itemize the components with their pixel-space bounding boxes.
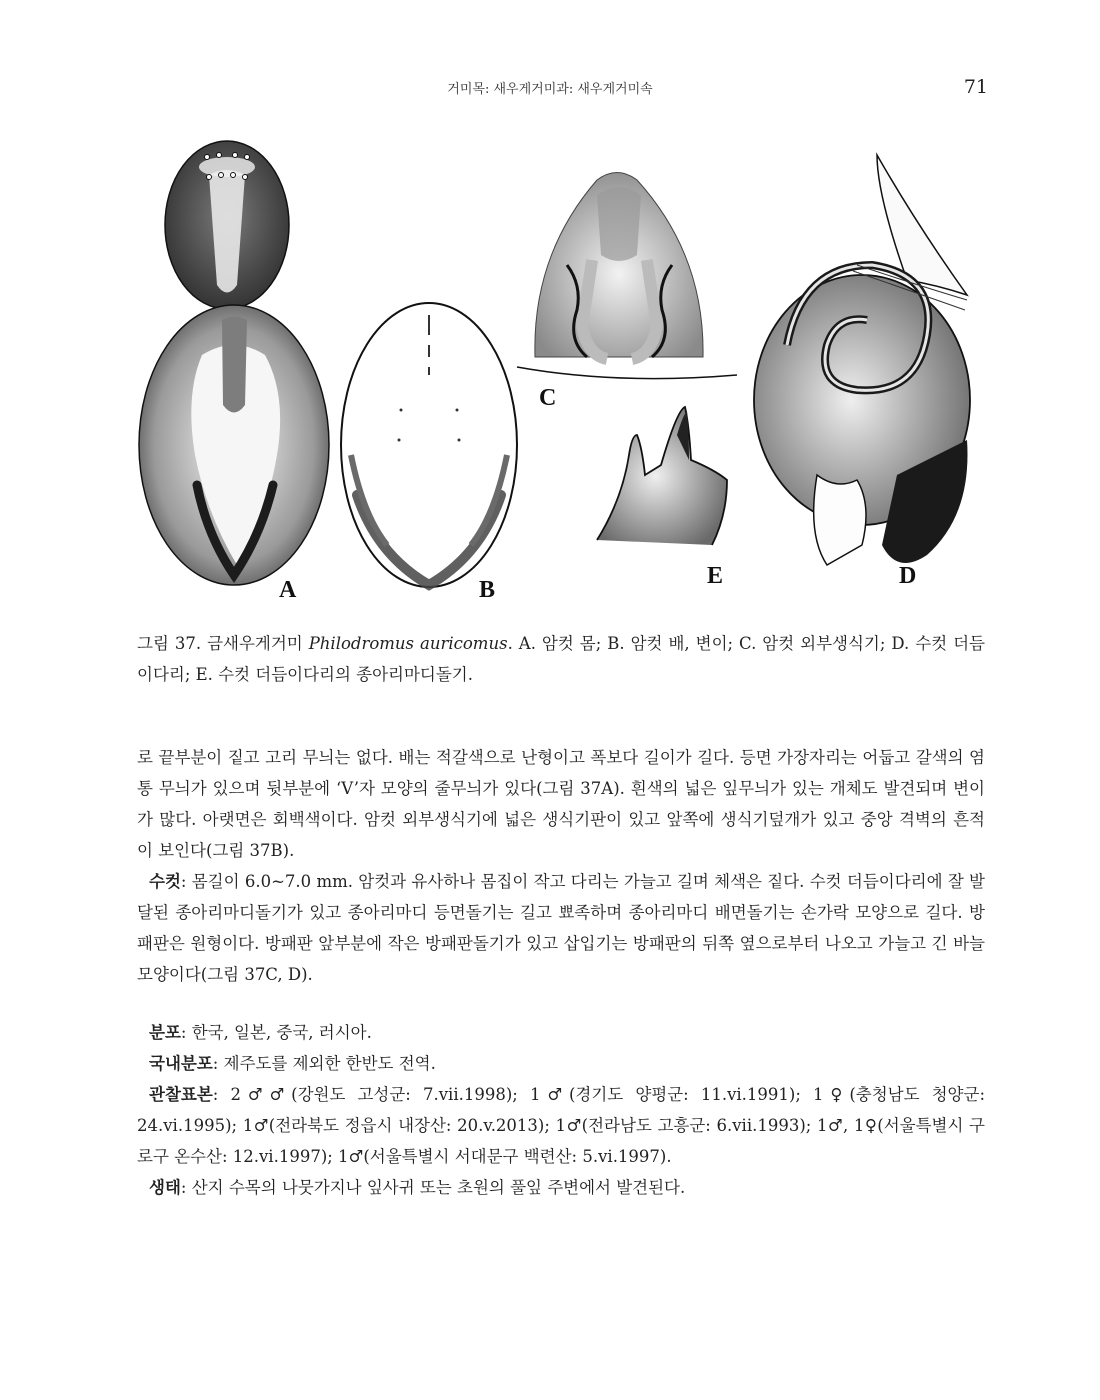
female-description-paragraph: 로 끝부분이 짙고 고리 무늬는 없다. 배는 적갈색으로 난형이고 폭보다 길이가 길다. 등면 가장자리는 어둡고 갈색의 염통 무늬가 있으며 뒷부분에 ‘V’자 모양의 줄무늬가 있다(그림 37A). 흰색의 넓은 잎무늬가 있는 개체도 발견되며 변이가 많다. 아랫면은 회백색이다. 암컷 외부생식기에 넓은 생식기판이 있고 앞쪽에 생식기덮개가 있고 중앙 격벽의 흔적이 보인다(그림 37B). bbox=[137, 748, 985, 860]
panel-label-e: E bbox=[707, 563, 724, 589]
caption-prefix: 그림 37. 금새우게거미 bbox=[137, 634, 309, 653]
panel-label-c: C bbox=[539, 385, 557, 411]
examined-specimens-term: 관찰표본 bbox=[149, 1085, 213, 1104]
male-term: 수컷 bbox=[149, 872, 181, 891]
domestic-distribution-line bbox=[137, 1048, 985, 1079]
ecology-line bbox=[137, 1172, 985, 1203]
species-info bbox=[137, 1017, 985, 1203]
examined-specimens-line bbox=[137, 1079, 985, 1172]
male-text: : 몸길이 6.0~7.0 mm. 암컷과 유사하나 몸집이 작고 다리는 가늘고 길며 체색은 짙다. 수컷 더듬이다리에 잘 발달된 종아리마디돌기가 있고 종아리마디 등면돌기는 길고 뾰족하며 종아리마디 배면돌기는 손가락 모양으로 길다. 방패판은 원형이다. 방패판 앞부분에 작은 방패판돌기가 있고 삽입기는 방패판의 뒤쪽 옆으로부터 나오고 가늘고 긴 바늘 모양이다(그림 37C, D). bbox=[137, 872, 985, 984]
examined-specimens-text: : 2♂♂(강원도 고성군: 7.vii.1998); 1♂(경기도 양평군: 11.vi.1991); 1♀(충청남도 청양군: 24.vi.1995); 1♂(전라북도 정읍시 내장산: 20.v.2013); 1♂(전라남도 고흥군: 6.vii.1993); 1♂, 1♀(서울특별시 구로구 온수산: 12.vi.1997); 1♂(서울특별시 서대문구 백련산: 5.vi.1997). bbox=[137, 1085, 985, 1166]
panel-b-abdomen-variation bbox=[341, 303, 517, 603]
panel-label-d: D bbox=[899, 563, 917, 589]
distribution-text: : 한국, 일본, 중국, 러시아. bbox=[180, 1023, 372, 1042]
ecology-text: : 산지 수목의 나뭇가지나 잎사귀 또는 초원의 풀잎 주변에서 발견된다. bbox=[180, 1178, 686, 1197]
domestic-distribution-text: : 제주도를 제외한 한반도 전역. bbox=[212, 1054, 436, 1073]
male-description-paragraph bbox=[137, 866, 985, 990]
running-head: 거미목: 새우게거미과: 새우게거미속 bbox=[447, 82, 653, 97]
distribution-term: 분포 bbox=[149, 1023, 181, 1042]
domestic-distribution-term: 국내분포 bbox=[149, 1054, 213, 1073]
page-number: 71 bbox=[963, 76, 988, 98]
panel-label-a: A bbox=[279, 577, 297, 603]
caption-rest: . A. 암컷 몸; B. 암컷 배, 변이; C. 암컷 외부생식기; D. 수컷 더듬이다리; E. 수컷 더듬이다리의 종아리마디돌기. bbox=[137, 634, 985, 684]
panel-c-epigyne bbox=[517, 173, 737, 412]
panel-d-male-palp bbox=[754, 155, 970, 589]
ecology-term: 생태 bbox=[149, 1178, 181, 1197]
panel-a-habitus bbox=[139, 141, 329, 603]
description-text bbox=[137, 742, 985, 990]
distribution-line bbox=[137, 1017, 985, 1048]
caption-species: Philodromus auricomus bbox=[308, 634, 508, 653]
panel-label-b: B bbox=[479, 577, 496, 603]
figure-caption bbox=[137, 628, 985, 690]
panel-e-tibial-apophysis bbox=[597, 407, 727, 589]
figure-37 bbox=[137, 135, 985, 605]
